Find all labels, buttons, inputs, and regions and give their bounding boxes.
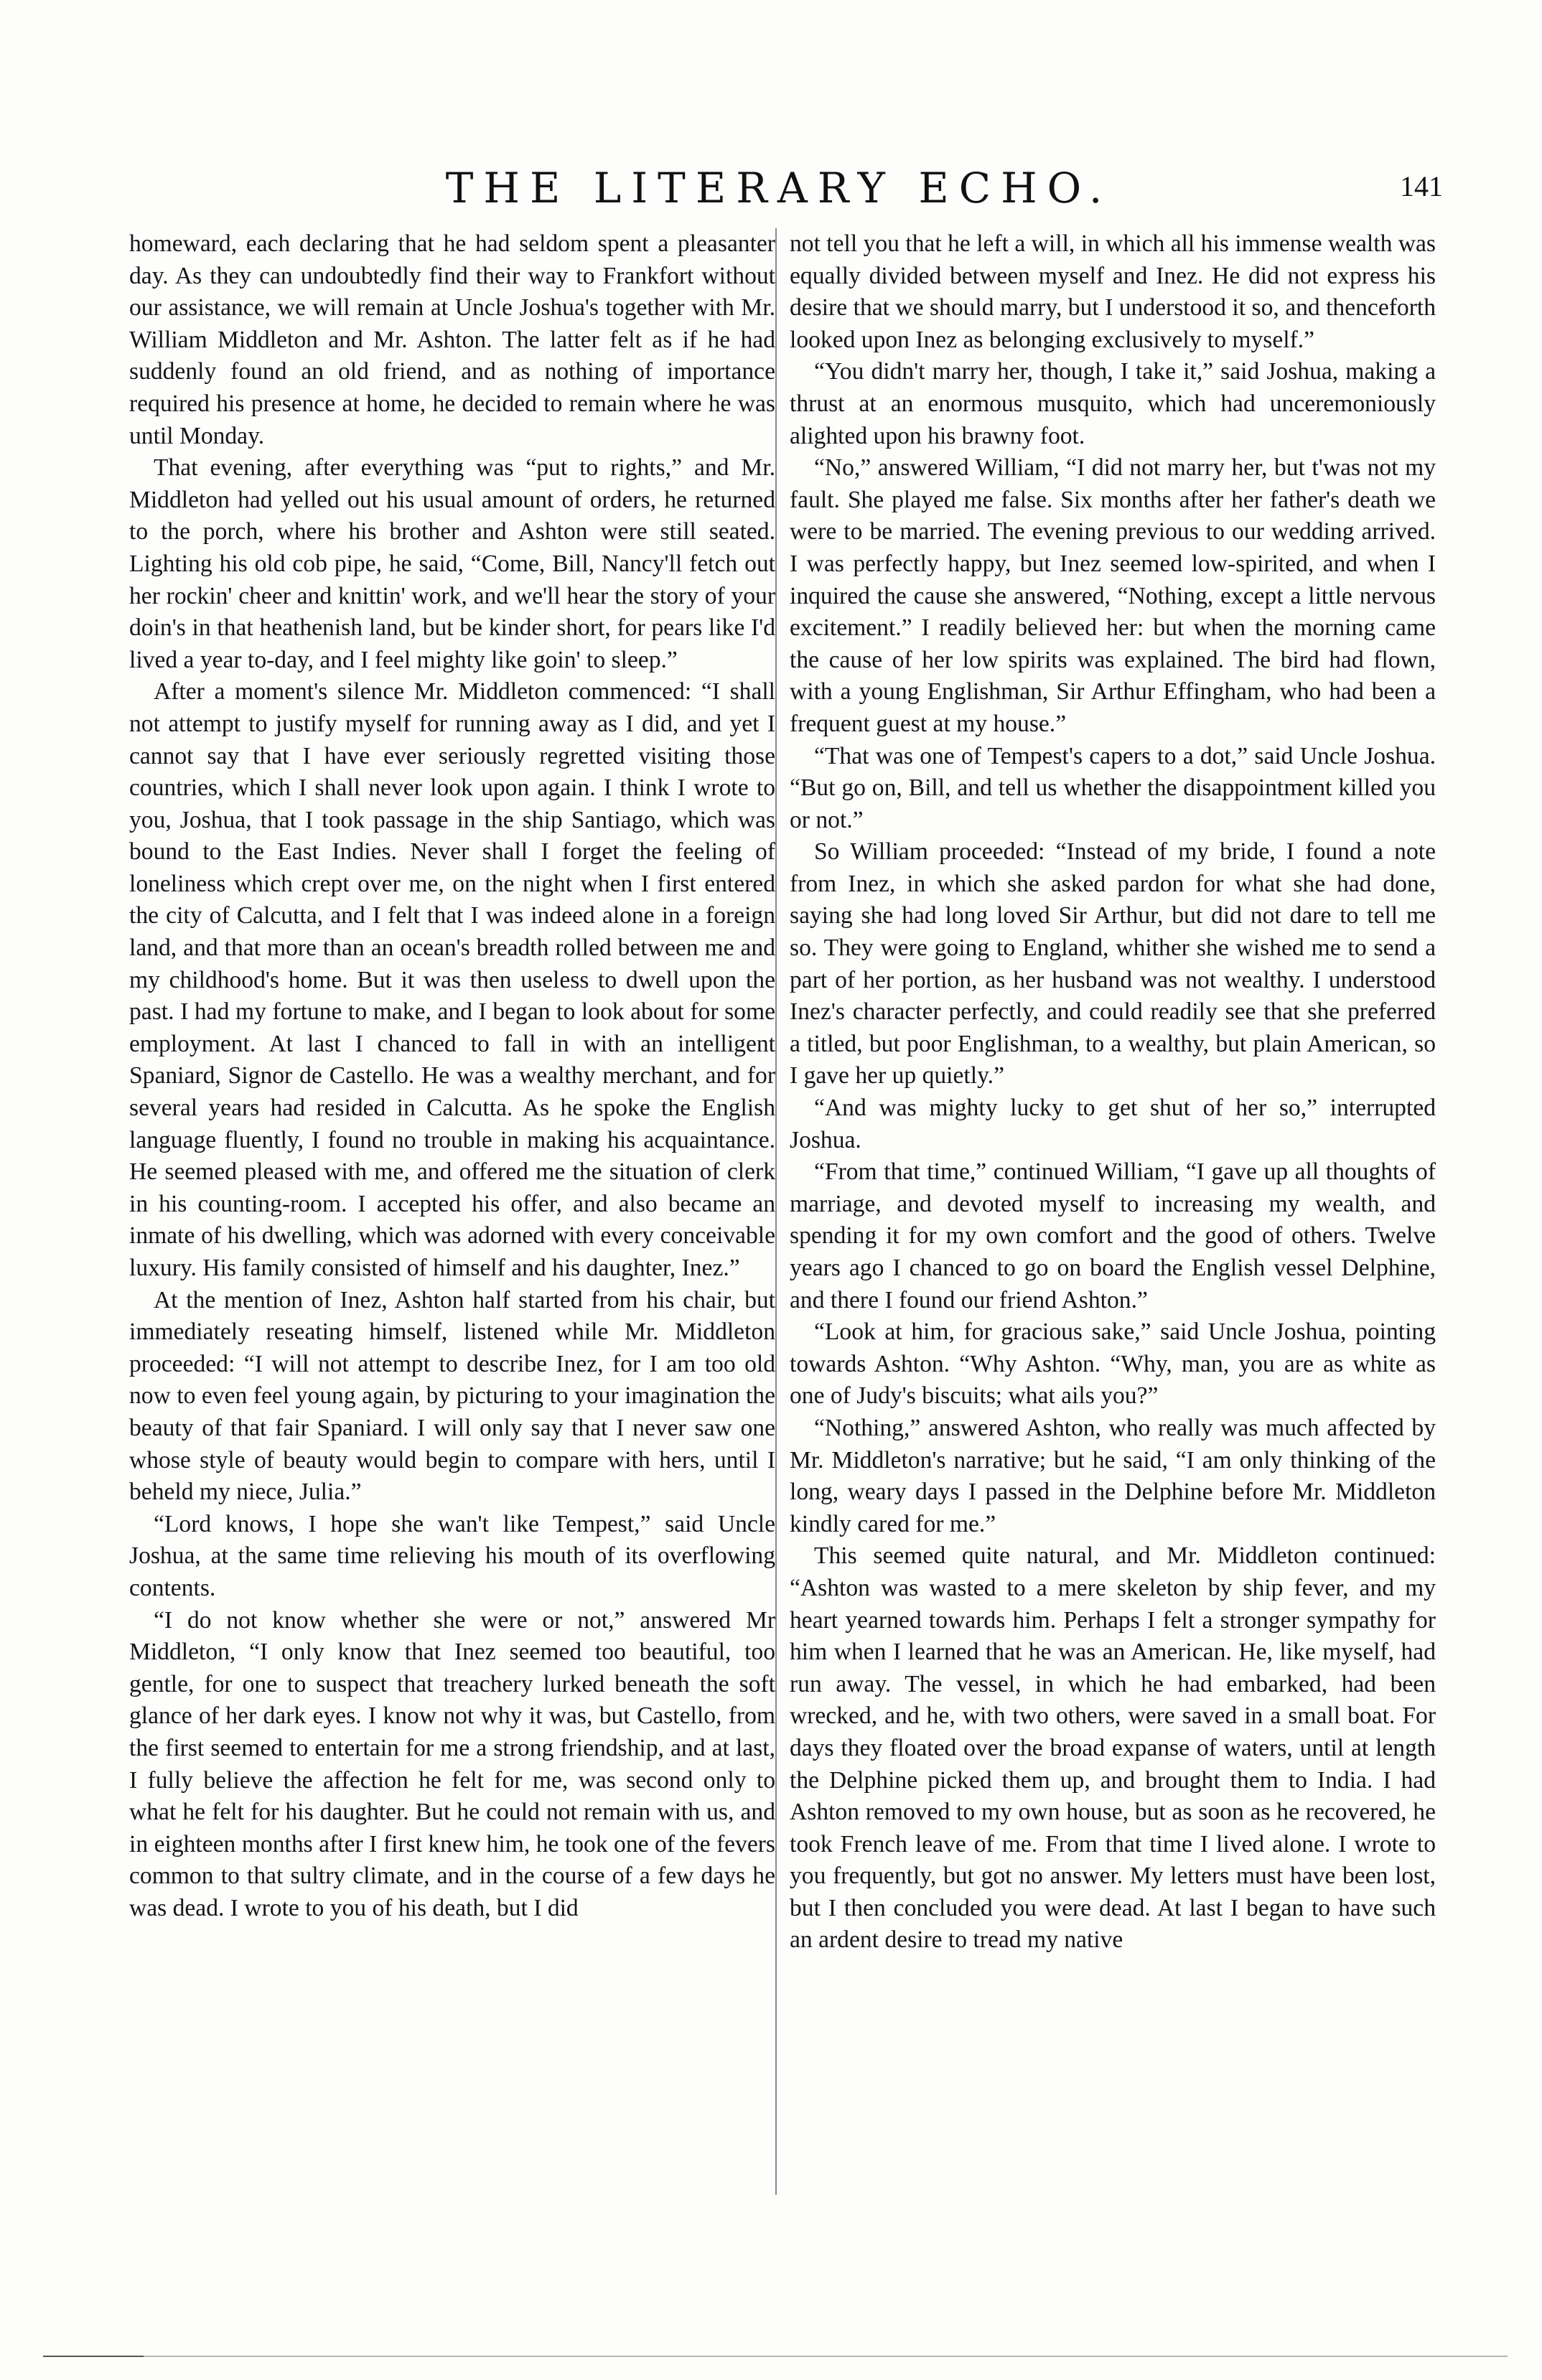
paragraph: After a moment's silence Mr. Middleton commenced: “I shall not attempt to justify myself for running away as I did, and yet I cannot say that I have ever seriously regretted visiting those countries, which I shall never look upon again. I think I wrote to you, Joshua, that I took passage in the ship Santiago, which was bound to the East Indies. Never shall I forget the feeling of loneliness which crept over me, on the night when I first entered the city of Calcutta, and I felt that I was indeed alone in a foreign land, and that more than an ocean's breadth rolled between me and my childhood's home. But it was then useless to dwell upon the past. I had my fortune to make, and I began to look about for some employment. At last I chanced to fall in with an intelligent Spaniard, Signor de Castello. He was a wealthy merchant, and for several years had resided in Calcutta. As he spoke the English language fluently, I found no trouble in making his acquaintance. He seemed pleased with me, and offered me the situation of clerk in his counting-room. I accepted his offer, and also became an inmate of his dwelling, which was adorned with every conceivable luxury. His family consisted of himself and his daughter, Inez.”	[129, 678, 775, 1281]
paragraph: “And was mighty lucky to get shut of her so,” interrupted Joshua.	[790, 1095, 1436, 1153]
paragraph: “Nothing,” answered Ashton, who really was much affected by Mr. Middleton's narrative; but he said, “I am only thinking of the long, weary days I passed in the Delphine before Mr. Middleton kindly cared for me.”	[790, 1414, 1436, 1537]
paragraph: “Look at him, for gracious sake,” said Uncle Joshua, pointing towards Ashton. “Why Ashton. “Why, man, you are as white as one of Judy's biscuits; what ails you?”	[790, 1318, 1436, 1410]
footer-rule-mark	[43, 2356, 144, 2357]
paragraph: This seemed quite natural, and Mr. Middleton continued: “Ashton was wasted to a mere skeleton by ship fever, and my heart yearned towards him. Perhaps I felt a stronger sympathy for him when I learned that he was an American. He, like myself, had run away. The vessel, in which he had embarked, had been wrecked, and he, with two others, were saved in a small boat. For days they floated over the broad expanse of waters, until at length the Delphine picked them up, and brought them to India. I had Ashton removed to my own house, but as soon as he recovered, he took French leave of me. From that time I lived alone. I wrote to you frequently, but got no answer. My letters must have been lost, but I then concluded you were dead. At last I began to have such an ardent desire to tread my native	[790, 1542, 1436, 1954]
left-column	[129, 228, 775, 1924]
paragraph: “You didn't marry her, though, I take it,” said Joshua, making a thrust at an enormous musquito, which had unceremoniously alighted upon his brawny foot.	[790, 358, 1436, 449]
paragraph: At the mention of Inez, Ashton half started from his chair, but immediately reseating himself, listened while Mr. Middleton proceeded: “I will not attempt to describe Inez, for I am too old now to even feel young again, by picturing to your imagination the beauty of that fair Spaniard. I will only say that I never saw one whose style of beauty would begin to compare with hers, until I beheld my niece, Julia.”	[129, 1286, 775, 1506]
paragraph: So William proceeded: “Instead of my bride, I found a note from Inez, in which she asked pardon for what she had done, saying she had long loved Sir Arthur, but did not dare to tell me so. They were going to England, whither she wished me to send a part of her portion, as her husband was not wealthy. I understood Inez's character perfectly, and could readily see that she preferred a titled, but poor Englishman, to a wealthy, but plain American, so I gave her up quietly.”	[790, 838, 1436, 1090]
running-title: THE LITERARY ECHO.	[445, 164, 1113, 212]
paragraph: homeward, each declaring that he had seldom spent a pleasanter day. As they can undoubtedly find their way to Frankfort without our assistance, we will remain at Uncle Joshua's together with Mr. William Middleton and Mr. Ashton. The latter felt as if he had suddenly found an old friend, and as nothing of importance required his presence at home, he decided to remain where he was until Monday.	[129, 230, 775, 449]
right-column	[790, 228, 1436, 1957]
column-divider	[775, 228, 777, 2195]
paragraph: “No,” answered William, “I did not marry her, but t'was not my fault. She played me false. Six months after her father's death we were to be married. The evening previous to our wedding arrived. I was perfectly happy, but Inez seemed low-spirited, and when I inquired the cause she answered, “Nothing, except a little nervous excitement.” I readily believed her: but when the morning came the cause of her low spirits was explained. The bird had flown, with a young Englishman, Sir Arthur Effingham, who had been a frequent guest at my house.”	[790, 454, 1436, 737]
paragraph: not tell you that he left a will, in which all his immense wealth was equally divided between myself and Inez. He did not express his desire that we should marry, but I understood it so, and thenceforth looked upon Inez as belonging exclusively to myself.”	[790, 230, 1436, 353]
paragraph: “Lord knows, I hope she wan't like Tempest,” said Uncle Joshua, at the same time relieving his mouth of its overflowing contents.	[129, 1510, 775, 1601]
paragraph: “From that time,” continued William, “I gave up all thoughts of marriage, and devoted myself to increasing my wealth, and spending it for my own comfort and the good of others. Twelve years ago I chanced to go on board the English vessel Delphine, and there I found our friend Ashton.”	[790, 1158, 1436, 1313]
running-head	[115, 164, 1443, 214]
paragraph: That evening, after everything was “put to rights,” and Mr. Middleton had yelled out his usual amount of orders, he returned to the porch, where his brother and Ashton were still seated. Lighting his old cob pipe, he said, “Come, Bill, Nancy'll fetch out her rockin' cheer and knittin' work, and we'll hear the story of your doin's in that heathenish land, but be kinder short, for pears like I'd lived a year to-day, and I feel mighty like goin' to sleep.”	[129, 454, 775, 673]
footer-rule	[43, 2356, 1508, 2357]
page-number: 141	[1400, 170, 1443, 202]
paragraph: “That was one of Tempest's capers to a dot,” said Uncle Joshua. “But go on, Bill, and tell us whether the disappointment killed you or not.”	[790, 742, 1436, 833]
paragraph: “I do not know whether she were or not,” answered Mr Middleton, “I only know that Inez seemed too beautiful, too gentle, for one to suspect that treachery lurked beneath the soft glance of her dark eyes. I know not why it was, but Castello, from the first seemed to entertain for me a strong friendship, and at last, I fully believe the affection he felt for me, was second only to what he felt for his daughter. But he could not remain with us, and in eighteen months after I first knew him, he took one of the fevers common to that sultry climate, and in the course of a few days he was dead. I wrote to you of his death, but I did	[129, 1606, 775, 1921]
